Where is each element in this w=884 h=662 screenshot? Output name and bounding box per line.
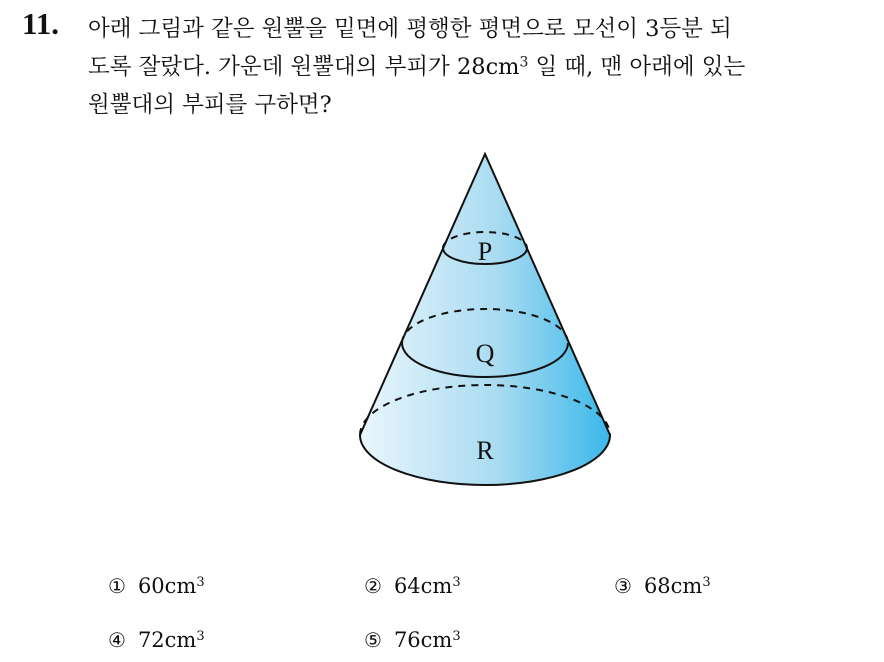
volume-superscript: 3 [519, 54, 529, 71]
question-line-3: 원뿔대의 부피를 구하면? [88, 92, 332, 118]
choice-5-value: $76cm^3$ [393, 628, 461, 652]
choice-4[interactable] [108, 628, 205, 652]
choice-5[interactable] [364, 628, 461, 652]
choice-3-value: $68cm^3$ [643, 574, 711, 598]
choice-1[interactable] [108, 574, 205, 598]
question-line-2a: 도록 잘랐다. 가운데 원뿔대의 부피가 28cm [88, 54, 520, 80]
choice-4-marker: ④ [108, 628, 126, 652]
question-number: 11. [22, 6, 60, 41]
choice-4-value: $72cm^3$ [137, 628, 205, 652]
choice-1-marker: ① [108, 574, 126, 598]
choice-2-value: $64cm^3$ [393, 574, 461, 598]
choice-2-marker: ② [364, 574, 382, 598]
cone-figure [340, 140, 630, 510]
question-line-2 [88, 48, 868, 86]
label-r: R [476, 436, 494, 465]
question-text [88, 10, 868, 124]
choice-3[interactable] [614, 574, 711, 598]
choice-5-marker: ⑤ [364, 628, 382, 652]
question-line-2b: 일 때, 맨 아래에 있는 [528, 54, 746, 80]
label-p: P [477, 237, 493, 266]
label-q: Q [475, 339, 495, 368]
choice-1-value: $60cm^3$ [137, 574, 205, 598]
question-line-1: 아래 그림과 같은 원뿔을 밑면에 평행한 평면으로 모선이 3등분 되 [88, 16, 732, 42]
choice-3-marker: ③ [614, 574, 632, 598]
choice-2[interactable] [364, 574, 461, 598]
